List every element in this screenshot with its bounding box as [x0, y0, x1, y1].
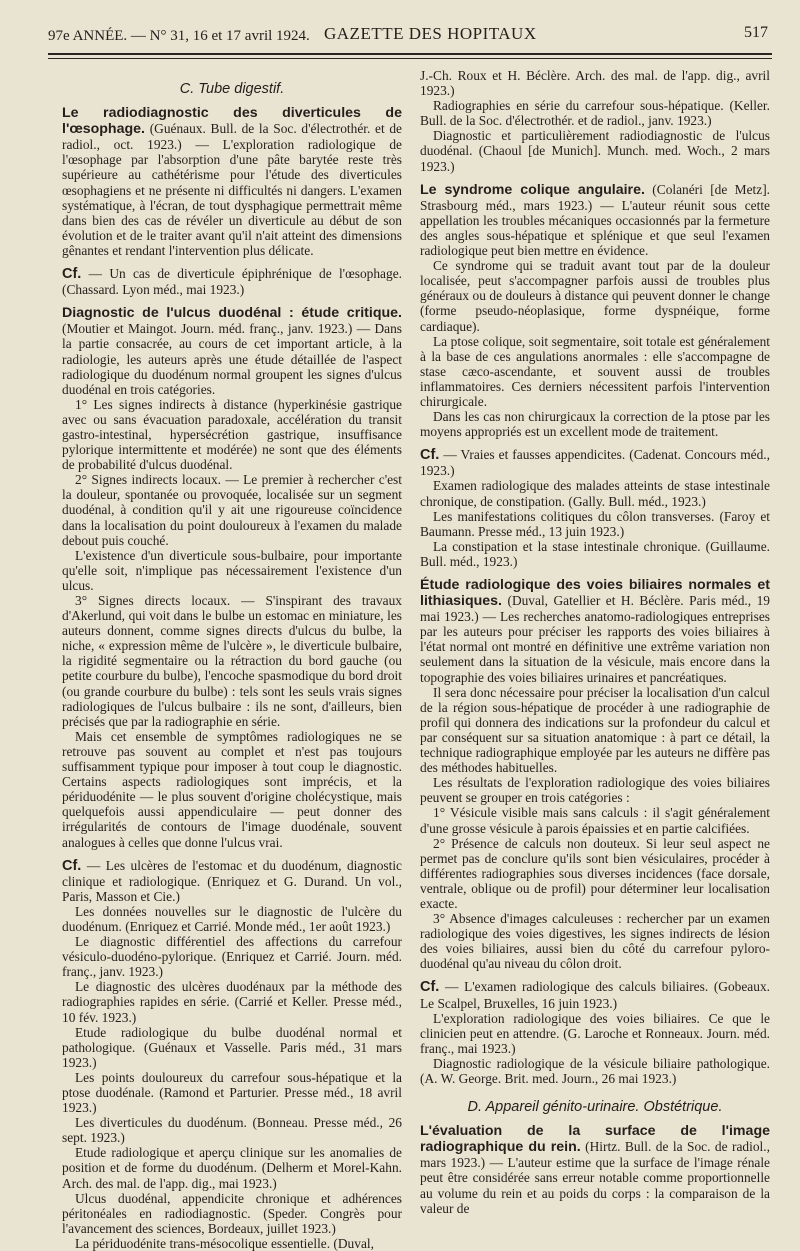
cf-label: Cf. — [420, 979, 440, 996]
cf-label: Cf. — [62, 857, 82, 874]
paragraph: 3° Absence d'images calculeuses : rechercher par un examen radiologique des voies digestives, les signes indirects de lésion des voies biliaires, aussi bien du côté du carrefour pyloro-duodénal qu'au niveau du côlon droit. — [420, 911, 770, 972]
article-syndrome-colique — [420, 182, 770, 440]
section-heading: C. Tube digestif. — [179, 81, 285, 97]
reference-item: La constipation et la stase intestinale chronique. (Guillaume. Bull. méd., 1923.) — [420, 538, 770, 569]
paragraph: 2° Présence de calculs non douteux. Si leur seul aspect ne permet pas de conclure qu'ils sont bien vésiculaires, procéder à différentes radiographies sous diverses incidences (face dorsale, ventrale, oblique ou de profil) pour déterminer leur localisation exacte. — [420, 835, 770, 911]
reference-item: Le diagnostic différentiel des affections du carrefour vésiculo-duodéno-pylorique. (Enriquez et Carrié. Journ. méd. franç., janv. 1923.) — [62, 934, 402, 980]
cf-block-oesophage — [62, 266, 402, 297]
reference-item: Radiographies en série du carrefour sous-hépatique. (Keller. Bull. de la Soc. d'électrothér. et de radiol., janv. 1923.) — [420, 98, 770, 129]
cf-text: — L'examen radiologique des calculs biliaires. (Gobeaux. Le Scalpel, Bruxelles, 16 juin 1923.) — [420, 979, 770, 1011]
reference-item: Les manifestations colitiques du côlon transverses. (Faroy et Baumann. Presse méd., 13 juin 1923.) — [420, 508, 770, 539]
paragraph: La ptose colique, soit segmentaire, soit totale est généralement à la base de ces angulations anormales : elle s'accompagne de stase cæco-ascendante, et souvent aussi de troubles inflammatoires. Ces derniers nécessitent parfois l'intervention chirurgicale. — [420, 333, 770, 409]
page-header — [48, 20, 770, 48]
reference-item: J.-Ch. Roux et H. Béclère. Arch. des mal. de l'app. dig., avril 1923.) — [420, 68, 770, 99]
cf-block-ulceres — [62, 858, 402, 1251]
paragraph: 2° Signes indirects locaux. — Le premier à rechercher c'est la douleur, spontanée ou provoquée, localisée sur un segment duodénal, à condition qu'il y ait une rigoureuse coïncidence dans la localisation du point douloureux à l'examen du malade debout puis couché. — [62, 472, 402, 548]
cf-block-calculs — [420, 979, 770, 1086]
paragraph: 1° Vésicule visible mais sans calculs : il s'agit généralement d'une grosse vésicule à parois épaissies et en partie calcifiées. — [420, 805, 770, 836]
cf-text: — Un cas de diverticule épiphrénique de l'œsophage. (Chassard. Lyon méd., mai 1923.) — [62, 266, 402, 298]
reference-item: Examen radiologique des malades atteints de stase intestinale chronique, de constipation. (Gally. Bull. méd., 1923.) — [420, 478, 770, 509]
cf-label: Cf. — [62, 266, 82, 283]
article-title: Étude radiologique des voies biliaires normales et lithiasiques. — [420, 577, 770, 610]
reference-item: Etude radiologique du bulbe duodénal normal et pathologique. (Guénaux et Vasselle. Paris méd., 31 mars 1923.) — [62, 1024, 402, 1070]
article-ulcus-duodenal — [62, 305, 402, 849]
article-voies-biliaires — [420, 577, 770, 971]
reference-item: Les diverticules du duodénum. (Bonneau. Presse méd., 26 sept. 1923.) — [62, 1115, 402, 1146]
paragraph: Dans les cas non chirurgicaux la correction de la ptose par les moyens appropriés est un excellent mode de traitement. — [420, 409, 770, 440]
article-title: Le syndrome colique angulaire. — [420, 181, 645, 198]
article-title: Le radiodiagnostic des diverticules de l'œsophage. — [62, 105, 402, 138]
article-surface-rein — [420, 1123, 770, 1216]
reference-item: Etude radiologique et aperçu clinique sur les anomalies de position et de forme du duodénum. (Delherm et Morel-Kahn. Arch. des mal. de l'app. dig., mai 1923.) — [62, 1145, 402, 1191]
article-diverticules — [62, 105, 402, 258]
issue-info: 97e ANNÉE. — N° 31, 16 et 17 avril 1924. — [48, 28, 310, 44]
cf-block-appendicites — [420, 447, 770, 569]
paragraph: Il sera donc nécessaire pour préciser la localisation d'un calcul de la région sous-hépatique de procéder à une radiographie de profil qui donnera des indications sur la profondeur du calcul et par conséquent sur sa situation anatomique : à part ce détail, la technique radiographique employée par les auteurs ne diffère pas des méthodes habituelles. — [420, 684, 770, 776]
header-rule-thin — [48, 58, 772, 59]
paragraph: 3° Signes directs locaux. — S'inspirant des travaux d'Akerlund, qui voit dans le bulbe un estomac en miniature, les auteurs donnent, comme signes directs d'ulcus du bulbe, la niche, « expression même de l'ulcère », le diverticule bulbaire, la rigidité segmentaire ou la rétraction du bord gauche (ou petite courbure du bulbe), l'encoche spasmodique du bord droit (ou grande courbure du bulbe) : tels sont les seuls vrais signes radiologiques de l'ulcus bulbaire : ils ne sont, d'ailleurs, bien précisés que par la radiographie en série. — [62, 593, 402, 729]
reference-item: Ulcus duodénal, appendicite chronique et adhérences péritonéales en radiodiagnostic. (Speder. Congrès pour l'avancement des sciences, Bordeaux, juillet 1923.) — [62, 1190, 402, 1236]
article-text: (Hirtz. Bull. de la Soc. de radiol., mars 1923.) — L'auteur estime que la surface de l'image rénale peut être considérée sans erreur notable comme proportionnelle au volume du rein et au poids du corps : la comparaison de la valeur de — [420, 1139, 770, 1216]
paragraph: Ce syndrome qui se traduit avant tout par de la douleur localisée, peut s'accompagner parfois aussi de troubles plus généraux ou de douleurs à distance qui peuvent donner le change (forme pseudo-néoplasique, forme dyspnéique, forme cardiaque). — [420, 258, 770, 334]
right-column — [420, 68, 770, 1216]
reference-item: Diagnostic radiologique de la vésicule biliaire pathologique. (A. W. George. Brit. med. Journ., 26 mai 1923.) — [420, 1055, 770, 1086]
article-title: Diagnostic de l'ulcus duodénal : étude critique. — [62, 305, 402, 322]
journal-title: GAZETTE DES HOPITAUX — [324, 24, 537, 43]
article-text: (Colanéri [de Metz]. Strasbourg méd., mars 1923.) — L'auteur réunit sous cette appellation les troubles mécaniques occasionnés par la fermeture des angles sous-hépatique et splénique et que seul l'examen radiologique peut bien mettre en évidence. — [420, 181, 771, 259]
header-rule-thick — [48, 53, 772, 55]
section-heading: D. Appareil génito-urinaire. Obstétrique. — [467, 1099, 723, 1116]
page-number: 517 — [744, 24, 768, 41]
paragraph: Mais cet ensemble de symptômes radiologiques ne se retrouve pas souvent au complet et n'est pas toujours suffisamment typique pour imposer à tout coup le diagnostic. Certains aspects radiologiques sont imprécis, et la périduodénite — le plus souvent d'origine cholécystique, mais quelquefois aussi appendiculaire — peut donner des irrégularités de contours de l'image duodénale, souvent analogues à celles que donne l'ulcus vrai. — [62, 728, 402, 850]
article-text: (Guénaux. Bull. de la Soc. d'électrothér. et de radiol., oct. 1923.) — L'exploration radiologique de l'œsophage par l'absorption d'une pâte barytée reste très supérieure au cathétérisme pour l'étude des diverticules œsophagiens et ne présente ni difficultés ni dangers. L'examen systématique, à l'écran, de tout dysphagique permettrait même dans bien des cas de révéler un diverticule au début de son évolution et de le traiter avant qu'il n'ait atteint des dimensions gênantes et rendant l'intervention plus délicate. — [62, 121, 402, 258]
reference-item: Le diagnostic des ulcères duodénaux par la méthode des radiographies rapides en série. (Carrié et Keller. Presse méd., 10 fév. 1923.) — [62, 979, 402, 1025]
reference-item: La périduodénite trans-mésocolique essentielle. (Duval, — [75, 1235, 374, 1251]
cf-text: — Vraies et fausses appendicites. (Cadenat. Concours méd., 1923.) — [420, 447, 770, 479]
reference-item: Les données nouvelles sur le diagnostic de l'ulcère du duodénum. (Enriquez et Carrié. Monde méd., 1er août 1923.) — [62, 903, 402, 934]
paragraph: Les résultats de l'exploration radiologique des voies biliaires peuvent se grouper en trois catégories : — [420, 775, 770, 806]
reference-item: Diagnostic et particulièrement radiodiagnostic de l'ulcus duodénal. (Chaoul [de Munich]. Munch. med. Woch., 2 mars 1923.) — [420, 128, 770, 174]
paragraph: 1° Les signes indirects à distance (hyperkinésie gastrique avec ou sans évacuation paradoxale, accélération du transit gastro-intestinal, hypersécrétion gastrique, insuffisance pylorique intermittente et modérée) ne sont que des éléments de probabilité d'ulcus duodénal. — [62, 396, 402, 473]
left-column — [62, 68, 402, 1251]
paragraph: L'existence d'un diverticule sous-bulbaire, pour importante qu'elle soit, n'implique pas nécessairement l'existence d'un ulcus. — [62, 547, 402, 593]
reference-item: L'exploration radiologique des voies biliaires. Ce que le clinicien peut en attendre. (G. Laroche et Ronneaux. Journ. méd. franç., mai 1923.) — [420, 1010, 770, 1056]
reference-item: Les points douloureux du carrefour sous-hépatique et la ptose duodénale. (Ramond et Parturier. Presse méd., 18 avril 1923.) — [62, 1069, 402, 1116]
article-title: L'évaluation de la surface de l'image radiographique du rein. — [420, 1123, 770, 1156]
cf-text: — Les ulcères de l'estomac et du duodénum, diagnostic clinique et radiologique. (Enriquez et G. Durand. Un vol., Paris, Masson et Cie.) — [62, 857, 402, 904]
cf-label: Cf. — [420, 447, 440, 464]
article-text: (Moutier et Maingot. Journ. méd. franç., janv. 1923.) — Dans la partie consacrée, au cours de cet important article, à la radiologie, les auteurs après une étude détaillée de l'aspect radiologique du duodénum normal groupent les signes d'ulcus duodénal en trois catégories. — [62, 321, 402, 397]
article-text: (Duval, Gatellier et H. Béclère. Paris méd., 19 mai 1923.) — Les recherches anatomo-radiologiques entreprises par les auteurs pour préciser les rapports des voies biliaires à l'état normal ont montré en définitive une extrême variation non seulement dans la situation de la vésicule, mais encore dans la topographie des voies biliaires urinaires et pancréatiques. — [420, 593, 770, 685]
